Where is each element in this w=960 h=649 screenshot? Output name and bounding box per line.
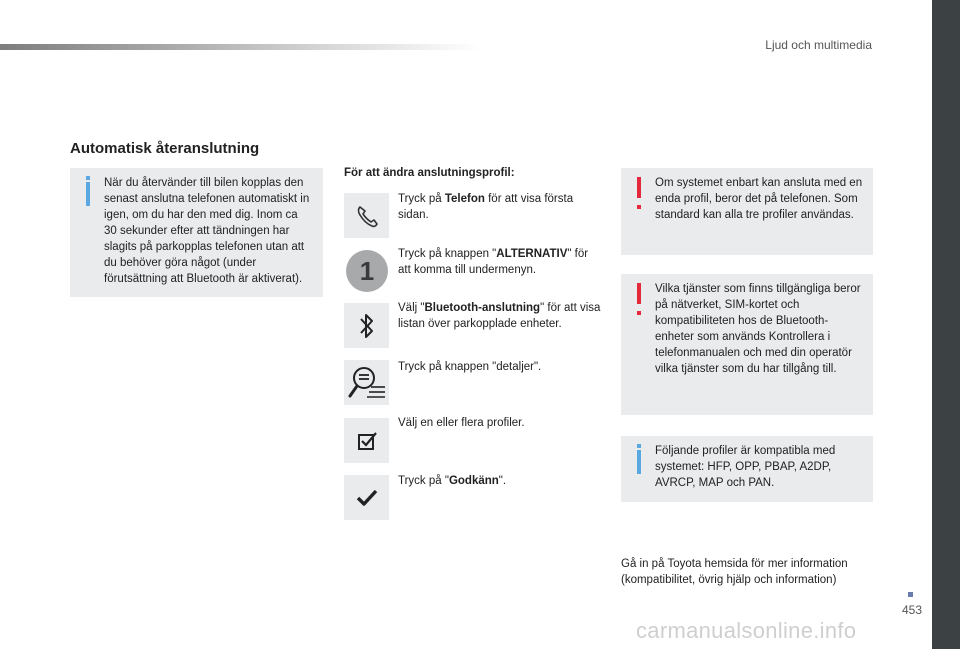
info-icon (86, 182, 90, 206)
checkmark-icon (344, 475, 389, 520)
warning-icon (637, 283, 641, 304)
step-text-bluetooth: Välj "Bluetooth-anslutning" för att visa listan över parkopplade enheter. (398, 302, 601, 330)
page-marker (908, 592, 913, 597)
warning-box-profile (621, 168, 873, 255)
info-box-auto-reconnect (70, 168, 323, 297)
bluetooth-icon (344, 303, 389, 348)
number-one-icon (344, 248, 389, 293)
info-box-profiles (621, 436, 873, 502)
details-icon (344, 360, 389, 405)
profile-heading: För att ändra anslutningsprofil: (344, 167, 515, 179)
warning-box-text: Om systemet enbart kan ansluta med en enda profil, beror det på telefonen. Som standard kan alla tre profiler användas. (655, 177, 863, 221)
page-title: Automatisk återanslutning (70, 140, 260, 157)
info-icon (637, 450, 641, 474)
footer-note: Gå in på Toyota hemsida för mer information (kompatibilitet, övrig hjälp och information) (621, 558, 848, 586)
checkbox-icon (344, 418, 389, 463)
section-label: Ljud och multimedia (765, 38, 872, 52)
step-text-telefon: Tryck på Telefon för att visa första sidan. (398, 193, 574, 221)
step-text-alternativ: Tryck på knappen "ALTERNATIV" för att komma till undermenyn. (398, 248, 589, 276)
svg-text:1: 1 (359, 255, 374, 286)
page-sidebar (932, 0, 960, 649)
step-text-godkann: Tryck på "Godkänn". (398, 475, 507, 487)
warning-icon (637, 177, 641, 198)
warning-box-services (621, 274, 873, 415)
phone-icon (344, 193, 389, 238)
header-gradient-bar (0, 44, 480, 50)
watermark: carmanualsonline.info (636, 618, 857, 643)
step-text-detaljer: Tryck på knappen "detaljer". (398, 361, 542, 373)
page-number: 453 (902, 603, 923, 617)
warning-box-text: Vilka tjänster som finns tillgängliga beror på nätverket, SIM-kortet och kompatibiliteten hos de Bluetooth-enheter som används Kontrollera i telefonmanualen och med din operatör vilka tjänster som du har tillgång till. (655, 283, 861, 375)
step-text-profiler: Välj en eller flera profiler. (398, 417, 525, 429)
info-box-text: När du återvänder till bilen kopplas den senast anslutna telefonen automatiskt in igen, om du har den med dig. Inom ca 30 sekunder efter att tändningen har slagits på parkopplas telefonen utan att du behöver göra något (under förutsättning att Bluetooth är aktiverat). (104, 177, 310, 285)
info-box-text: Följande profiler är kompatibla med systemet: HFP, OPP, PBAP, A2DP, AVRCP, MAP och PAN. (655, 445, 836, 489)
